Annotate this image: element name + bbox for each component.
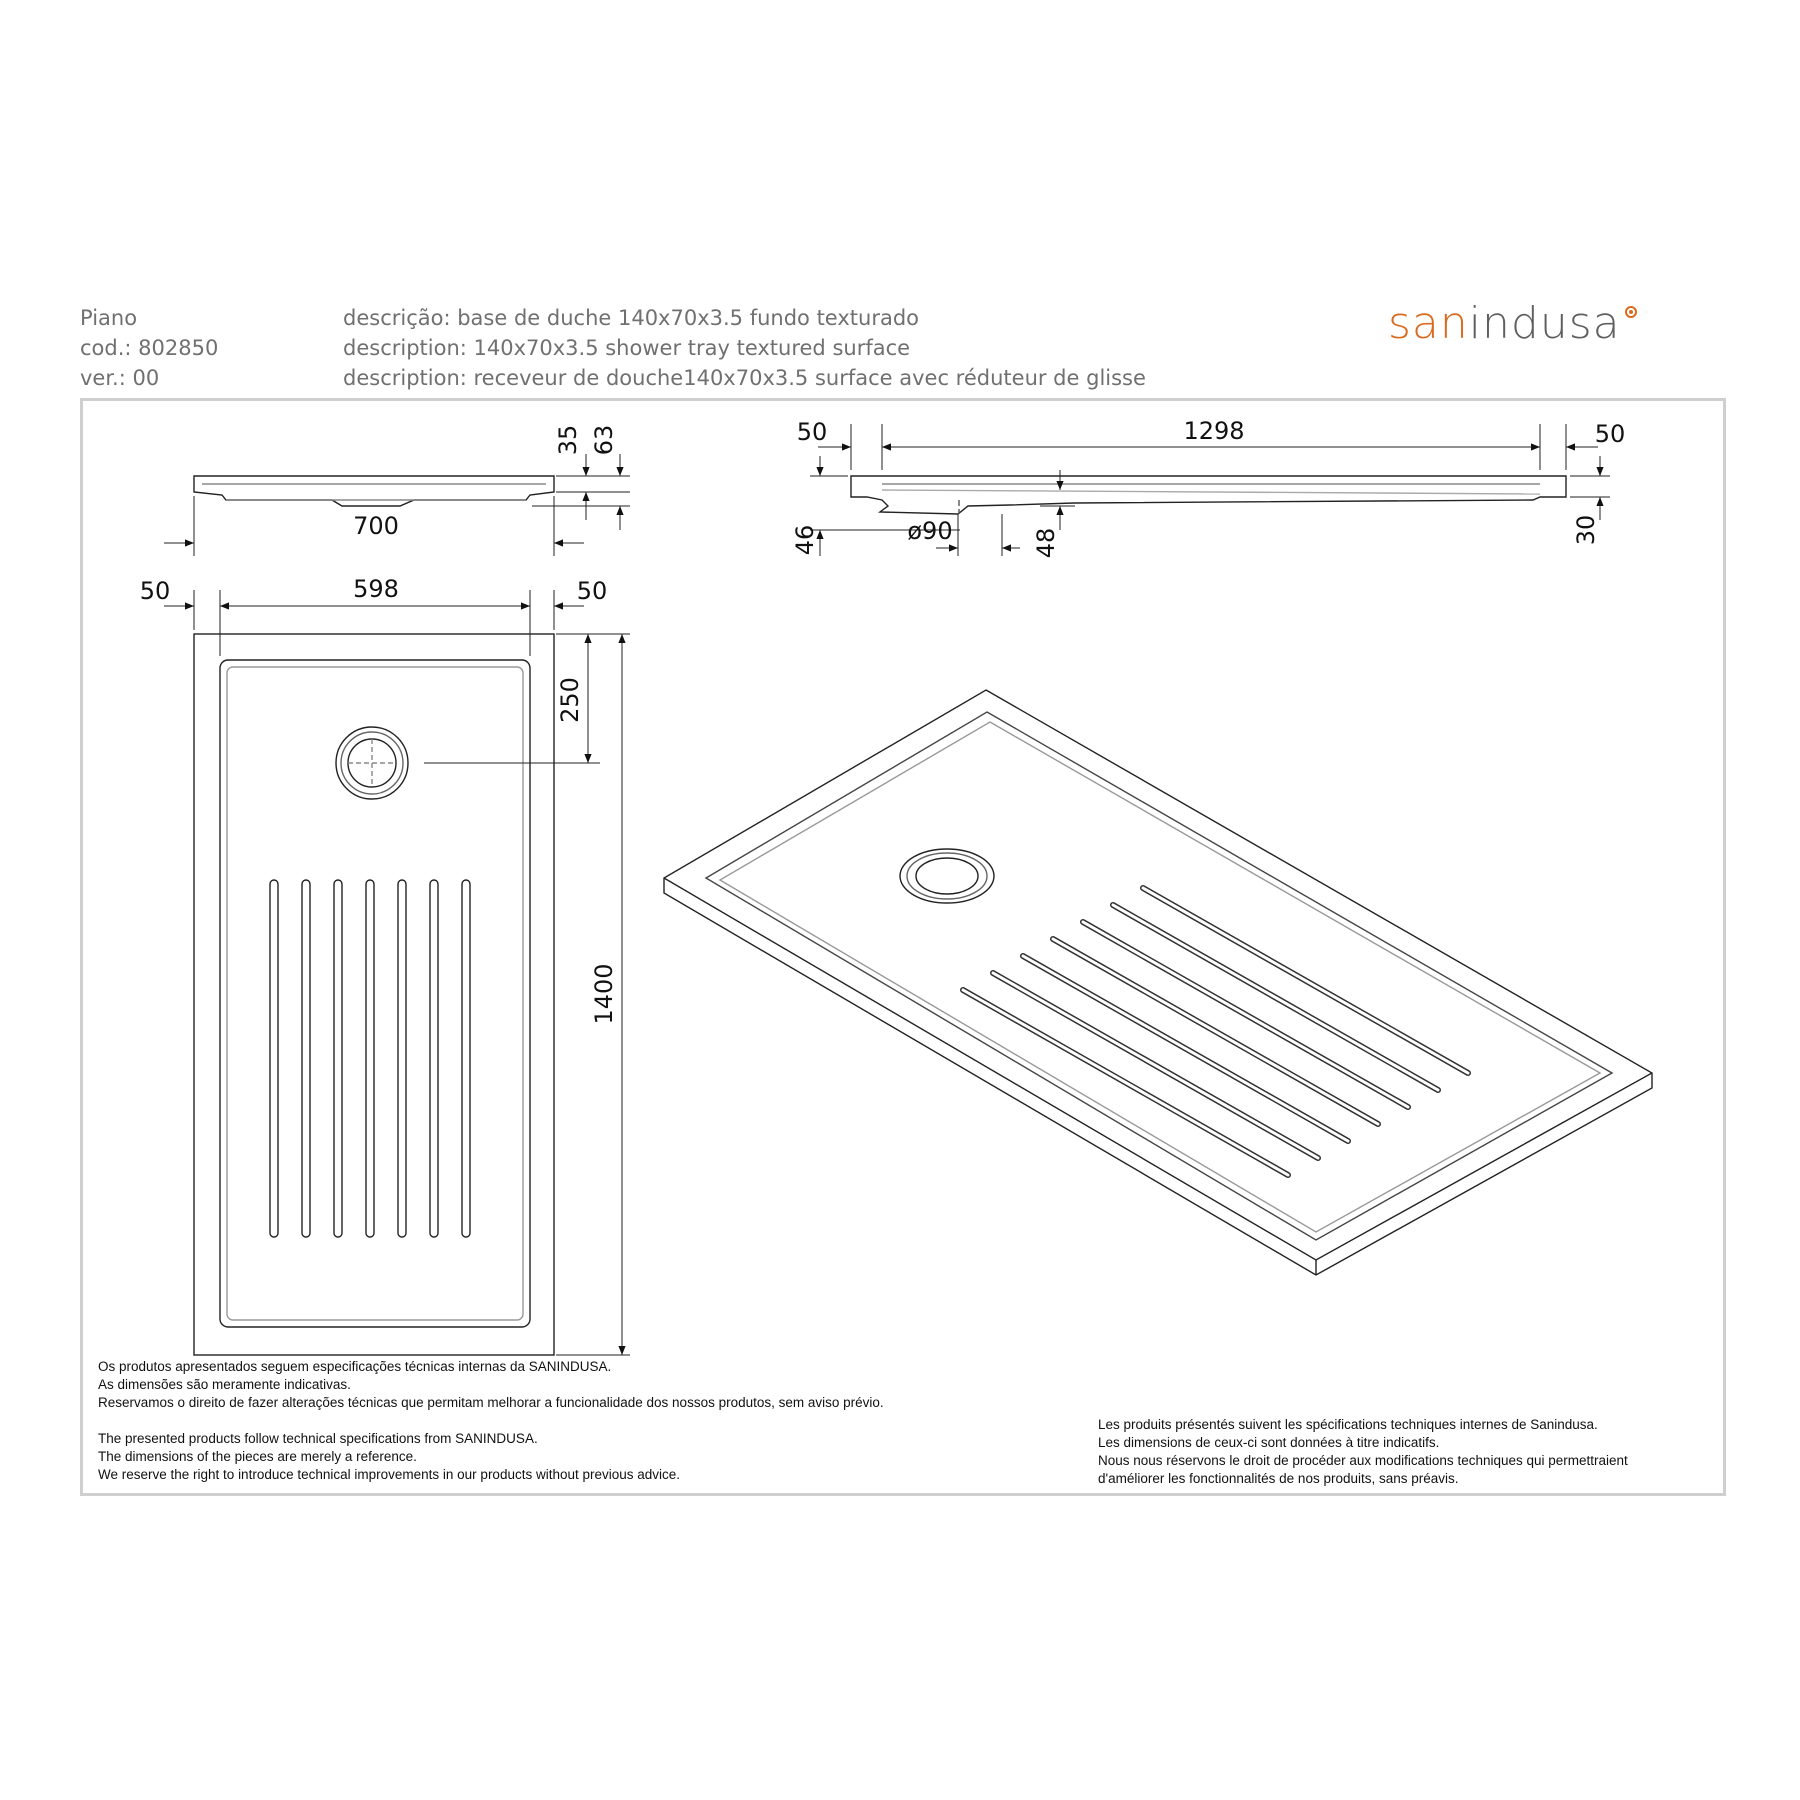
product-version: ver.: 00 [80,366,160,390]
disclaimer-fr-line: Les dimensions de ceux-ci sont données à titre indicatifs. [1098,1435,1440,1450]
logo-main-text: indusa [1468,298,1621,349]
dim-side-h46: 46 [791,524,819,556]
dim-front-h63: 63 [590,424,618,456]
product-code: cod.: 802850 [80,336,219,360]
dim-side-left-margin: 50 [796,418,828,446]
dim-side-right-margin: 50 [1594,420,1626,448]
disclaimer-pt-line: Os produtos apresentados seguem especificações técnicas internas da SANINDUSA. [98,1359,612,1374]
front-view [194,476,554,506]
dim-top-left-margin: 50 [139,577,171,605]
dim-front-width: 700 [353,512,399,540]
product-name: Piano [80,306,138,330]
dim-top-inner-width: 598 [353,575,399,603]
dim-top-right-margin: 50 [576,577,608,605]
disclaimer-en-line: The dimensions of the pieces are merely a reference. [98,1449,417,1464]
logo-accent-text: san [1388,298,1469,349]
dim-drain-offset: 250 [556,677,584,723]
dim-side-h48: 48 [1032,527,1060,559]
dim-length: 1400 [590,963,618,1025]
dim-front-h35: 35 [554,424,582,456]
dim-side-drain-dia: ø90 [907,517,953,545]
disclaimer-en [98,1430,680,1484]
top-view [194,634,554,1355]
disclaimer-pt-line: As dimensões são meramente indicativas. [98,1377,351,1392]
disclaimer-en-line: We reserve the right to introduce technical improvements in our products without previous advice. [98,1467,681,1482]
dim-side-inner: 1298 [1183,417,1245,445]
description-pt: descrição: base de duche 140x70x3.5 fundo texturado [343,306,920,330]
isometric-view [664,690,1652,1275]
disclaimer-pt [98,1358,884,1412]
disclaimer-en-line: The presented products follow technical specifications from SANINDUSA. [98,1431,538,1446]
disclaimer-fr-line: Les produits présentés suivent les spécifications techniques internes de Sanindusa. [1098,1417,1598,1432]
description-en: description: 140x70x3.5 shower tray textured surface [343,336,911,360]
description-fr: description: receveur de douche140x70x3.5 surface avec réduteur de glisse [343,366,1146,390]
disclaimer-fr-line: d'améliorer les fonctionnalités de nos produits, sans préavis. [1098,1471,1459,1486]
disclaimer-pt-line: Reservamos o direito de fazer alterações técnicas que permitam melhorar a funcionalidade dos nossos produtos, sem aviso prévio. [98,1395,884,1410]
disclaimer-fr-line: Nous nous réservons le droit de procéder aux modifications techniques qui permettraient [1098,1453,1628,1468]
dim-side-h30: 30 [1572,514,1600,546]
disclaimer-fr [1098,1416,1628,1488]
side-view [851,476,1566,514]
